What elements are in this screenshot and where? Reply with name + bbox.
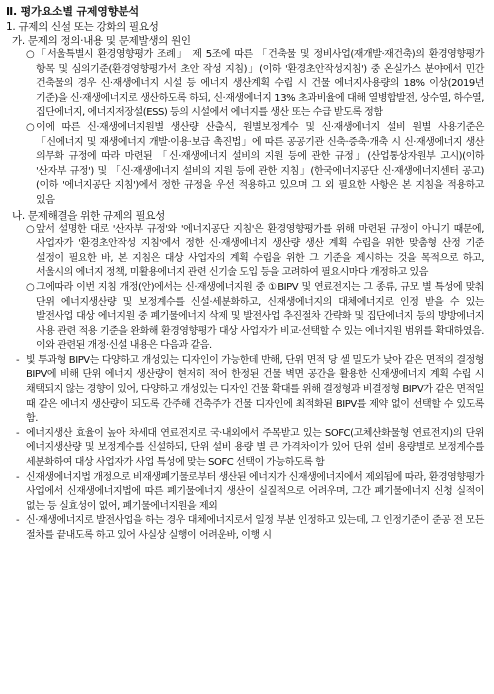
paragraph-na-2 xyxy=(6,281,486,354)
paragraph-text: 이에 따른 신·재생에너지원별 생산량 산출식, 원별보정계수 및 신·재생에너지 설비 원별 사용기준은 「신에너지 및 재생에너지 개발·이용·보급 촉진법」에 따른 공공기관 신축·증축·개축 시 신·재생에너지 생산 의무화 규정에 따라 마련된 「신·재생에너지 설비의 지원 등에 관한 규정」(산업통상자원부 고시)(이하 '산자부 규정') 및 「신·재생에너지 설비의 지원 등에 관한 지침」(한국에너지공단 신·재생에너지센터 공고)(이하 '에너지공단 지침')에서 정한 규정을 우선 적용하고 있으며 그 외 필요한 사항은 본 지침을 적용하고 있음 xyxy=(36,121,484,206)
circle-bullet-icon: ○ xyxy=(26,49,35,60)
dash-item-text: 빛 투과형 BIPV는 다양하고 개성있는 디자인이 가능한데 반해, 단위 면적 당 셀 밀도가 낮아 같은 면적의 결정형 BIPV에 비해 단위 에너지 생산량이 현저히 적어 한정된 건물 벽면 공간을 활용한 신재생에너지 계획 수립 시 채택되지 않는 경향이 있어, 다양하고 개성있는 디자인 건물 확대를 위해 결정형과 비결정형 BIPV가 같은 면적일 때 같은 에너지 생산량이 되도록 간주해 건축주가 건물 디자인에 최적화된 BIPV를 제약 없이 선택할 수 있도록 함. xyxy=(26,354,484,425)
dash-item-text: 신·재생에너지로 발전사업을 하는 경우 대체에너지로서 일정 부분 인정하고 있는데, 그 인정기준이 준공 전 모든 절차를 끝내도록 하고 있어 사실상 실행이 어려운바, 이행 시 xyxy=(26,515,484,541)
dash-bullet: - xyxy=(16,471,20,483)
section-title: Ⅱ. 평가요소별 규제영향분석 xyxy=(6,5,139,18)
subsection-na-title: 나. 문제해결을 위한 규제의 필요성 xyxy=(12,209,165,222)
paragraph-na-1 xyxy=(6,223,486,281)
dash-bullet: - xyxy=(16,515,20,527)
dash-bullet: - xyxy=(16,354,20,366)
circle-bullet-icon: ○ xyxy=(26,223,35,235)
paragraph-ga-1 xyxy=(6,48,486,121)
paragraph-text: 「서울특별시 환경영향평가 조례」 제 5조에 따른 「건축물 및 정비사업(재개발·재건축)의 환경영향평가 항목 및 심의기준(환경영향평가서 초안 작성 지침)」(이하 '환경초안작성지침') 중 온실가스 분야에서 민간 건축물의 경우 신·재생에너지 시설 등 에너지 생산계획 수립 시 건물 에너지사용량의 18% 이상(2019년 기준)을 신·재생에너지로 생산하도록 하되, 신·재생에너지 13% 초과비율에 대해 열병합발전, 상수열, 하수열, 집단에너지, 에너지저장설(ESS) 등의 시설에서 에너지를 생산 또는 수급 받도록 정함 xyxy=(36,49,484,119)
circle-bullet-icon: ○ xyxy=(26,121,35,133)
subsection-1-title: 1. 규제의 신설 또는 강화의 필요성 xyxy=(6,21,159,33)
dash-item-waste-energy xyxy=(6,471,486,515)
dash-item-sofc xyxy=(6,427,486,471)
paragraph-text: 그에따라 이번 지침 개정(안)에서는 신·재생에너지원 중 ①BIPV 및 연료전지는 그 종류, 규모 별 특성에 맞춰 단위 에너지생산량 및 보정계수를 신설·세분화하고, 신재생에너지의 대체에너지로 인정 받을 수 있는 발전사업 대상 에너지원 중 폐기물에너지 삭제 및 발전사업 추진절차 간략화 및 집단에너지 등의 방방에너지 사용 관련 적용 기준을 완화해 환경영향평가 대상 사업자가 비교·선택할 수 있는 에너지원 범위를 확대하였음. 이와 관련된 개정·신설 내용은 다음과 같음. xyxy=(36,281,484,352)
paragraph-ga-2 xyxy=(6,121,486,209)
circle-bullet-icon: ○ xyxy=(26,281,35,293)
subsection-ga-title: 가. 문제의 정의·내용 및 문제발생의 원인 xyxy=(12,35,191,47)
dash-item-text: 신재생에너지법 개정으로 비재생폐기물로부터 생산된 에너지가 신재생에너지에서 제외됨에 따라, 환경영향평가 사업에서 신재생에너지법에 따른 폐기물에너지 생산이 실질적으로 어려우며, 그간 폐기물에너지 신청 실적이 없는 등 실효성이 없어, 폐기물에너지원을 제외 xyxy=(26,471,484,512)
dash-item-text: 에너지생산 효율이 높아 차세대 연료전지로 국·내외에서 주목받고 있는 SOFC(고체산화물형 연료전지)의 단위 에너지생산량 및 보정계수를 신설하되, 단위 설비 용량 별 큰 가격차이가 있어 단위 설비 용량별로 보정계수를 세분화하여 대상 사업자가 사업 특성에 맞는 SOFC 선택이 가능하도록 함 xyxy=(26,427,484,469)
paragraph-text: 앞서 설명한 대로 '산자부 규정'와 '에너지공단 지침'은 환경영향평가를 위해 마련된 규정이 아니기 때문에, 사업자가 '환경초안작성 지침'에서 정한 신·재생에너지 생산량 생산 계획 수립을 위한 맞춤형 산정 기준 설정이 필요한 바, 본 지침은 대상 사업자의 계획 수립을 위한 그 기준을 제시하는 것을 목적으로 하고, 서울시의 에너지 정책, 미활용에너지 관련 신기술 도입 등을 고려하여 필요시마다 개정하고 있음 xyxy=(36,223,484,279)
dash-bullet: - xyxy=(16,427,20,439)
dash-item-power-generation xyxy=(6,514,486,543)
dash-item-bipv xyxy=(6,354,486,427)
